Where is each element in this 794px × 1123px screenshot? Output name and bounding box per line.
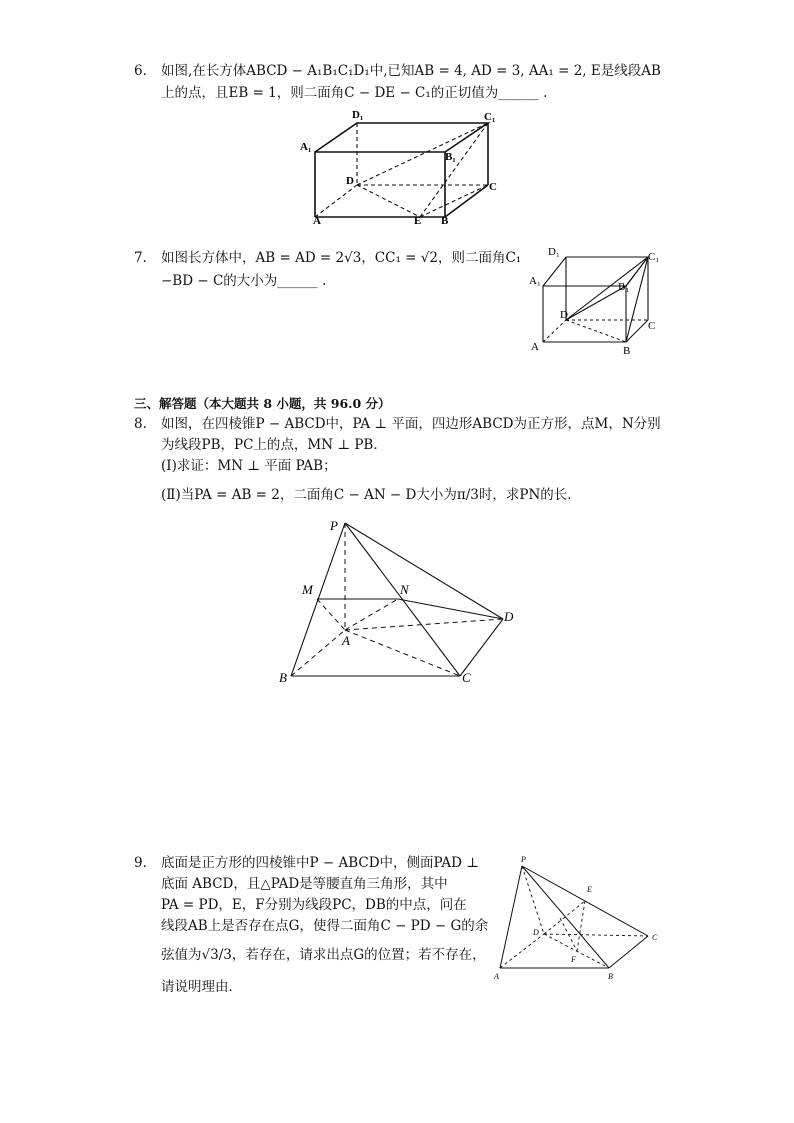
q7-label-A1: A₁ xyxy=(529,275,541,287)
q8-label-P: P xyxy=(330,518,338,533)
q8-label-C: C xyxy=(462,670,471,685)
q9-label-F: F xyxy=(571,955,576,964)
q9-label-C: C xyxy=(652,933,658,942)
q7-label-D: D xyxy=(560,309,568,321)
q7-label-B: B xyxy=(623,345,631,357)
q9-label-B: B xyxy=(608,972,613,981)
q6-text-line2: 上的点，且EB = 1，则二面角C − DE − C₁的正切值为______ . xyxy=(161,85,548,101)
q7-label-C1: C₁ xyxy=(648,251,660,263)
q9-text-line5: 弦值为√3/3，若存在，请求出点G的位置；若不存在， xyxy=(161,947,486,963)
q8-label-M: M xyxy=(302,582,313,597)
q7-number: 7. xyxy=(134,250,147,266)
q7-label-A: A xyxy=(531,341,539,353)
q6-text-line1: 如图,在长方体ABCD − A₁B₁C₁D₁中,已知AB = 4, AD = 3, AA₁ = 2, E是线段AB xyxy=(161,63,661,79)
q9-text-line2: 底面 ABCD，且△PAD是等腰直角三角形，其中 xyxy=(161,876,448,892)
q8-label-N: N xyxy=(400,582,409,597)
q6-label-C: C xyxy=(489,181,497,193)
q8-text-line1: 如图，在四棱锥P − ABCD中，PA ⊥ 平面，四边形ABCD为正方形，点M，N分别 xyxy=(161,416,661,432)
q7-label-D1: D₁ xyxy=(548,246,560,258)
q9-label-D: D xyxy=(533,928,539,937)
q8-label-B: B xyxy=(279,670,287,685)
q6-label-C1: C₁ xyxy=(484,111,496,123)
q8-label-A: A xyxy=(342,633,350,648)
q9-number: 9. xyxy=(134,855,147,871)
section-title: 三、解答题（本大题共 8 小题，共 96.0 分） xyxy=(134,396,391,411)
q6-number: 6. xyxy=(134,63,147,79)
q7-label-C: C xyxy=(648,320,656,332)
q9-label-E: E xyxy=(587,885,592,894)
q6-label-E: E xyxy=(414,215,422,227)
q9-text-line4: 线段AB上是否存在点G，使得二面角C − PD − G的余 xyxy=(161,918,489,934)
q9-label-A: A xyxy=(494,972,499,981)
q7-text-line1: 如图长方体中，AB = AD = 2√3，CC₁ = √2，则二面角C₁ xyxy=(161,250,522,266)
q6-label-B: B xyxy=(441,215,449,227)
q6-label-D: D xyxy=(346,175,354,187)
q8-part1: (Ⅰ)求证：MN ⊥ 平面 PAB； xyxy=(161,458,337,474)
q6-label-A: A xyxy=(313,215,321,227)
q8-part2: (Ⅱ)当PA = AB = 2，二面角C − AN − D大小为π/3时，求PN的长． xyxy=(161,487,581,503)
q6-label-A1: A₁ xyxy=(300,141,312,153)
q9-text-line3: PA = PD，E，F分别为线段PC，DB的中点，问在 xyxy=(161,897,467,913)
q8-text-line2: 为线段PB，PC上的点，MN ⊥ PB． xyxy=(161,437,387,453)
q8-number: 8. xyxy=(134,416,147,432)
q7-text-line2: −BD − C的大小为______ . xyxy=(161,273,327,289)
q7-label-B1: B₁ xyxy=(618,281,630,293)
q6-label-D1: D₁ xyxy=(352,109,364,121)
q8-label-D: D xyxy=(504,609,514,624)
q6-label-B1: B₁ xyxy=(445,151,456,163)
q9-label-P: P xyxy=(521,855,526,864)
q9-text-line6: 请说明理由． xyxy=(161,979,242,995)
q9-text-line1: 底面是正方形的四棱锥中P − ABCD中，侧面PAD ⊥ xyxy=(161,855,479,871)
